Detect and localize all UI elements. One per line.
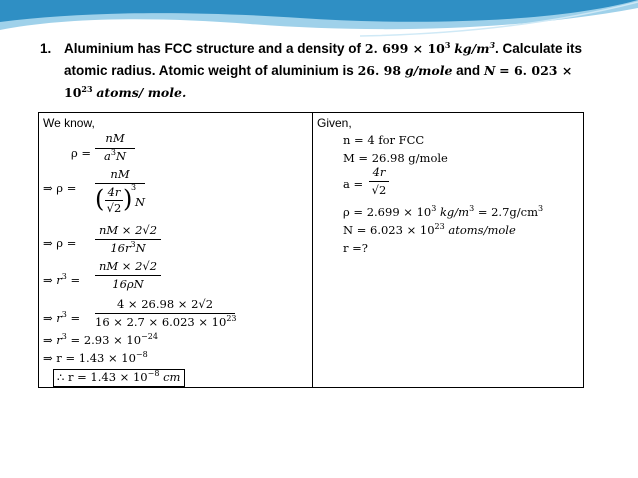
eq2-right-paren: ) (123, 185, 133, 213)
eq2-inner-numerator: 4r (107, 185, 121, 199)
eq1-lhs: ρ = (71, 146, 92, 160)
eq2-left-paren: ( (95, 185, 105, 213)
given-a-denominator: √2 (371, 183, 387, 197)
given-a-numerator: 4r (372, 165, 386, 179)
table-divider (312, 113, 313, 387)
given-a-bar (369, 181, 389, 182)
avogadro-unit: atoms/ mole (96, 85, 182, 100)
eq2-inner-denominator: √2 (106, 201, 122, 215)
eq2-numerator: nM (110, 167, 130, 181)
given-n: n = 4 for FCC (343, 133, 425, 147)
question-number: 1. (40, 41, 52, 56)
eq2-fraction-bar (95, 183, 145, 184)
given-r: r =? (343, 241, 368, 255)
density-value: 2. $699 \times 10^3$ (364, 39, 451, 56)
eq4-denominator: 16ρN (112, 277, 144, 291)
question-text: Aluminium has FCC structure and a density of 2. $699 \times 10^3$ $kg/m^3$. Calculate its atomic radius. Atomic weight of aluminium is 26. 98 g/mole and N = 6. $023 \times 10^{23}$ atoms/ mole. (64, 39, 583, 100)
given-a-lhs: a = (343, 177, 364, 191)
eq2-lhs: ⇒ ρ = (43, 181, 77, 195)
eq6: ⇒ $r^3 = 2.93 \times 10^{-24}$ (43, 332, 158, 347)
left-cell-heading: We know, (43, 116, 95, 130)
eq3-denominator: $16r^3N$ (110, 240, 146, 255)
eq1-numerator: nM (105, 131, 125, 145)
final-answer: ∴ $r = 1.43 \times 10^{-8}$ cm (57, 369, 181, 384)
eq3-numerator: nM × 2√2 (98, 223, 158, 237)
eq1-denominator: $a^3N$ (103, 148, 126, 163)
eq5-fraction-bar (95, 313, 235, 314)
avogadro-symbol: N (483, 63, 496, 78)
eq4-fraction-bar (95, 275, 161, 276)
eq3-lhs: ⇒ ρ = (43, 236, 77, 250)
eq4-lhs: ⇒ $r^3$ = (43, 272, 81, 287)
given-m: M = 26.98 g/mole (343, 151, 448, 165)
eq2-exponent: 3 (131, 183, 137, 192)
eq5-numerator: 4 × 26.98 × 2√2 (116, 297, 214, 311)
eq7: ⇒ $r = 1.43 \times 10^{-8}$ (43, 350, 148, 365)
eq3-fraction-bar (95, 239, 161, 240)
given-avogadro: $N = 6.023 \times 10^{23}$ atoms/mole (343, 222, 516, 237)
weight-unit: g/mole (404, 63, 453, 78)
eq4-numerator: nM × 2√2 (98, 259, 158, 273)
right-cell-heading: Given, (317, 116, 352, 130)
solution-table (38, 112, 584, 388)
density-unit: $kg/m^3$ (454, 39, 496, 56)
avogadro-value: = 6. $023 \times 10^{23}$ (64, 63, 573, 100)
eq5-lhs: ⇒ $r^3$ = (43, 310, 81, 325)
eq5-denominator: $16 \times 2.7 \times 6.023 \times 10^{23}$ (95, 314, 237, 329)
given-rho: $\rho = 2.699 \times 10^3$ $kg/m^3 = 2.7g/cm^3$ (343, 204, 544, 219)
eq2-tail: N (135, 195, 146, 209)
weight-value: 26. 98 (357, 63, 402, 78)
